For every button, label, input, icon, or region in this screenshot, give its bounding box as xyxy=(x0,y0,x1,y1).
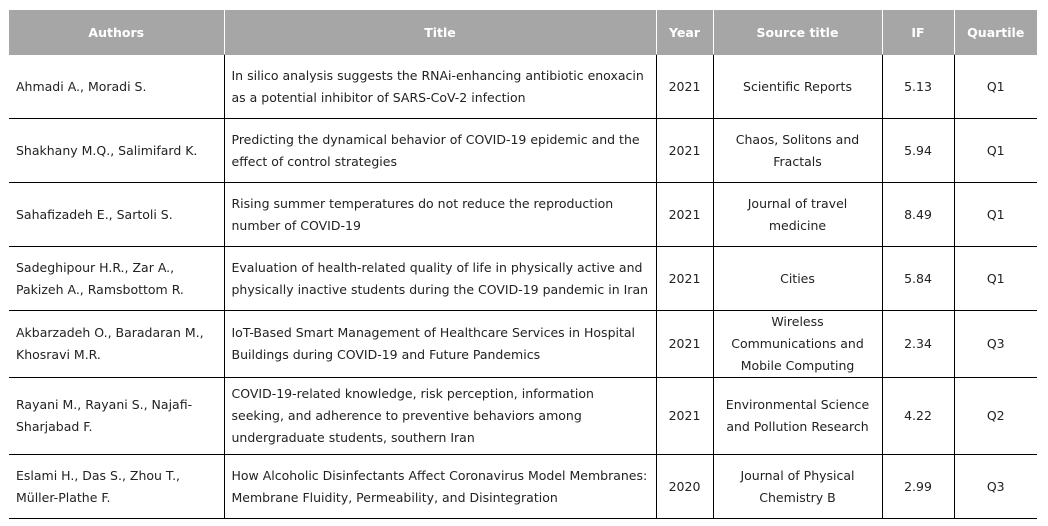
cell-source-title: Scientific Reports xyxy=(713,55,882,119)
cell-year: 2021 xyxy=(656,247,713,311)
cell-title: Evaluation of health-related quality of life in physically active and physically inactive students during the COVID-19 pandemic in Iran xyxy=(224,247,656,311)
cell-quartile: Q2 xyxy=(954,378,1037,455)
cell-quartile: Q1 xyxy=(954,55,1037,119)
cell-title: Predicting the dynamical behavior of COVID-19 epidemic and the effect of control strategies xyxy=(224,119,656,183)
cell-year: 2021 xyxy=(656,311,713,378)
cell-impact-factor: 8.49 xyxy=(882,183,954,247)
table-row xyxy=(9,55,1037,119)
cell-title: In silico analysis suggests the RNAi-enhancing antibiotic enoxacin as a potential inhibitor of SARS-CoV-2 infection xyxy=(224,55,656,119)
cell-year: 2021 xyxy=(656,183,713,247)
cell-authors: Shakhany M.Q., Salimifard K. xyxy=(9,119,224,183)
publications-table xyxy=(9,10,1037,519)
header-year: Year xyxy=(656,10,713,55)
cell-authors: Sahafizadeh E., Sartoli S. xyxy=(9,183,224,247)
cell-source-title: Journal of Physical Chemistry B xyxy=(713,455,882,519)
cell-authors: Ahmadi A., Moradi S. xyxy=(9,55,224,119)
table-row xyxy=(9,247,1037,311)
cell-title: How Alcoholic Disinfectants Affect Coronavirus Model Membranes: Membrane Fluidity, Permeability, and Disintegration xyxy=(224,455,656,519)
header-source-title: Source title xyxy=(713,10,882,55)
cell-title: COVID-19-related knowledge, risk perception, information seeking, and adherence to preventive behaviors among undergraduate students, southern Iran xyxy=(224,378,656,455)
cell-quartile: Q1 xyxy=(954,119,1037,183)
table-row xyxy=(9,455,1037,519)
table-row xyxy=(9,378,1037,455)
header-title: Title xyxy=(224,10,656,55)
table-row xyxy=(9,311,1037,378)
cell-quartile: Q1 xyxy=(954,247,1037,311)
cell-source-title: Wireless Communications and Mobile Computing xyxy=(713,311,882,378)
table-row xyxy=(9,119,1037,183)
cell-year: 2021 xyxy=(656,378,713,455)
cell-source-title: Cities xyxy=(713,247,882,311)
cell-title: IoT-Based Smart Management of Healthcare Services in Hospital Buildings during COVID-19 and Future Pandemics xyxy=(224,311,656,378)
cell-impact-factor: 5.94 xyxy=(882,119,954,183)
cell-year: 2020 xyxy=(656,455,713,519)
header-quartile: Quartile xyxy=(954,10,1037,55)
cell-source-title: Journal of travel medicine xyxy=(713,183,882,247)
table-row xyxy=(9,183,1037,247)
cell-impact-factor: 2.34 xyxy=(882,311,954,378)
cell-impact-factor: 5.84 xyxy=(882,247,954,311)
cell-quartile: Q3 xyxy=(954,311,1037,378)
cell-quartile: Q3 xyxy=(954,455,1037,519)
header-authors: Authors xyxy=(9,10,224,55)
header-impact-factor: IF xyxy=(882,10,954,55)
cell-impact-factor: 5.13 xyxy=(882,55,954,119)
cell-year: 2021 xyxy=(656,119,713,183)
cell-impact-factor: 2.99 xyxy=(882,455,954,519)
cell-quartile: Q1 xyxy=(954,183,1037,247)
cell-authors: Akbarzadeh O., Baradaran M., Khosravi M.R. xyxy=(9,311,224,378)
cell-year: 2021 xyxy=(656,55,713,119)
header-row xyxy=(9,10,1037,55)
cell-impact-factor: 4.22 xyxy=(882,378,954,455)
cell-authors: Sadeghipour H.R., Zar A., Pakizeh A., Ramsbottom R. xyxy=(9,247,224,311)
cell-source-title: Environmental Science and Pollution Research xyxy=(713,378,882,455)
cell-authors: Rayani M., Rayani S., Najafi-Sharjabad F. xyxy=(9,378,224,455)
cell-source-title: Chaos, Solitons and Fractals xyxy=(713,119,882,183)
cell-authors: Eslami H., Das S., Zhou T., Müller-Plathe F. xyxy=(9,455,224,519)
cell-title: Rising summer temperatures do not reduce the reproduction number of COVID-19 xyxy=(224,183,656,247)
